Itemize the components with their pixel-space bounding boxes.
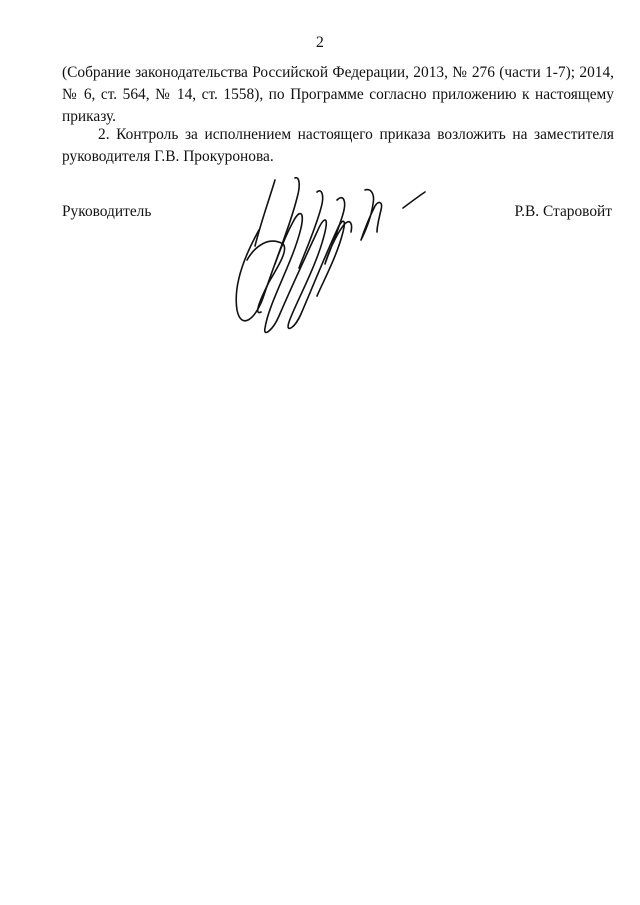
signatory-name: Р.В. Старовойт xyxy=(514,203,612,220)
paragraph-2: 2. Контроль за исполнением настоящего приказа возложить на заместителя руководителя Г.В. Прокуронова. xyxy=(62,126,614,165)
page-number: 2 xyxy=(315,34,325,51)
paragraph-1: (Собрание законодательства Российской Федерации, 2013, № 276 (части 1-7); 2014, № 6, ст. 564, № 14, ст. 1558), по Программе согласно приложению к настоящему приказу. xyxy=(62,64,614,125)
signatory-role: Руководитель xyxy=(62,203,152,220)
handwritten-signature-icon xyxy=(225,170,435,340)
